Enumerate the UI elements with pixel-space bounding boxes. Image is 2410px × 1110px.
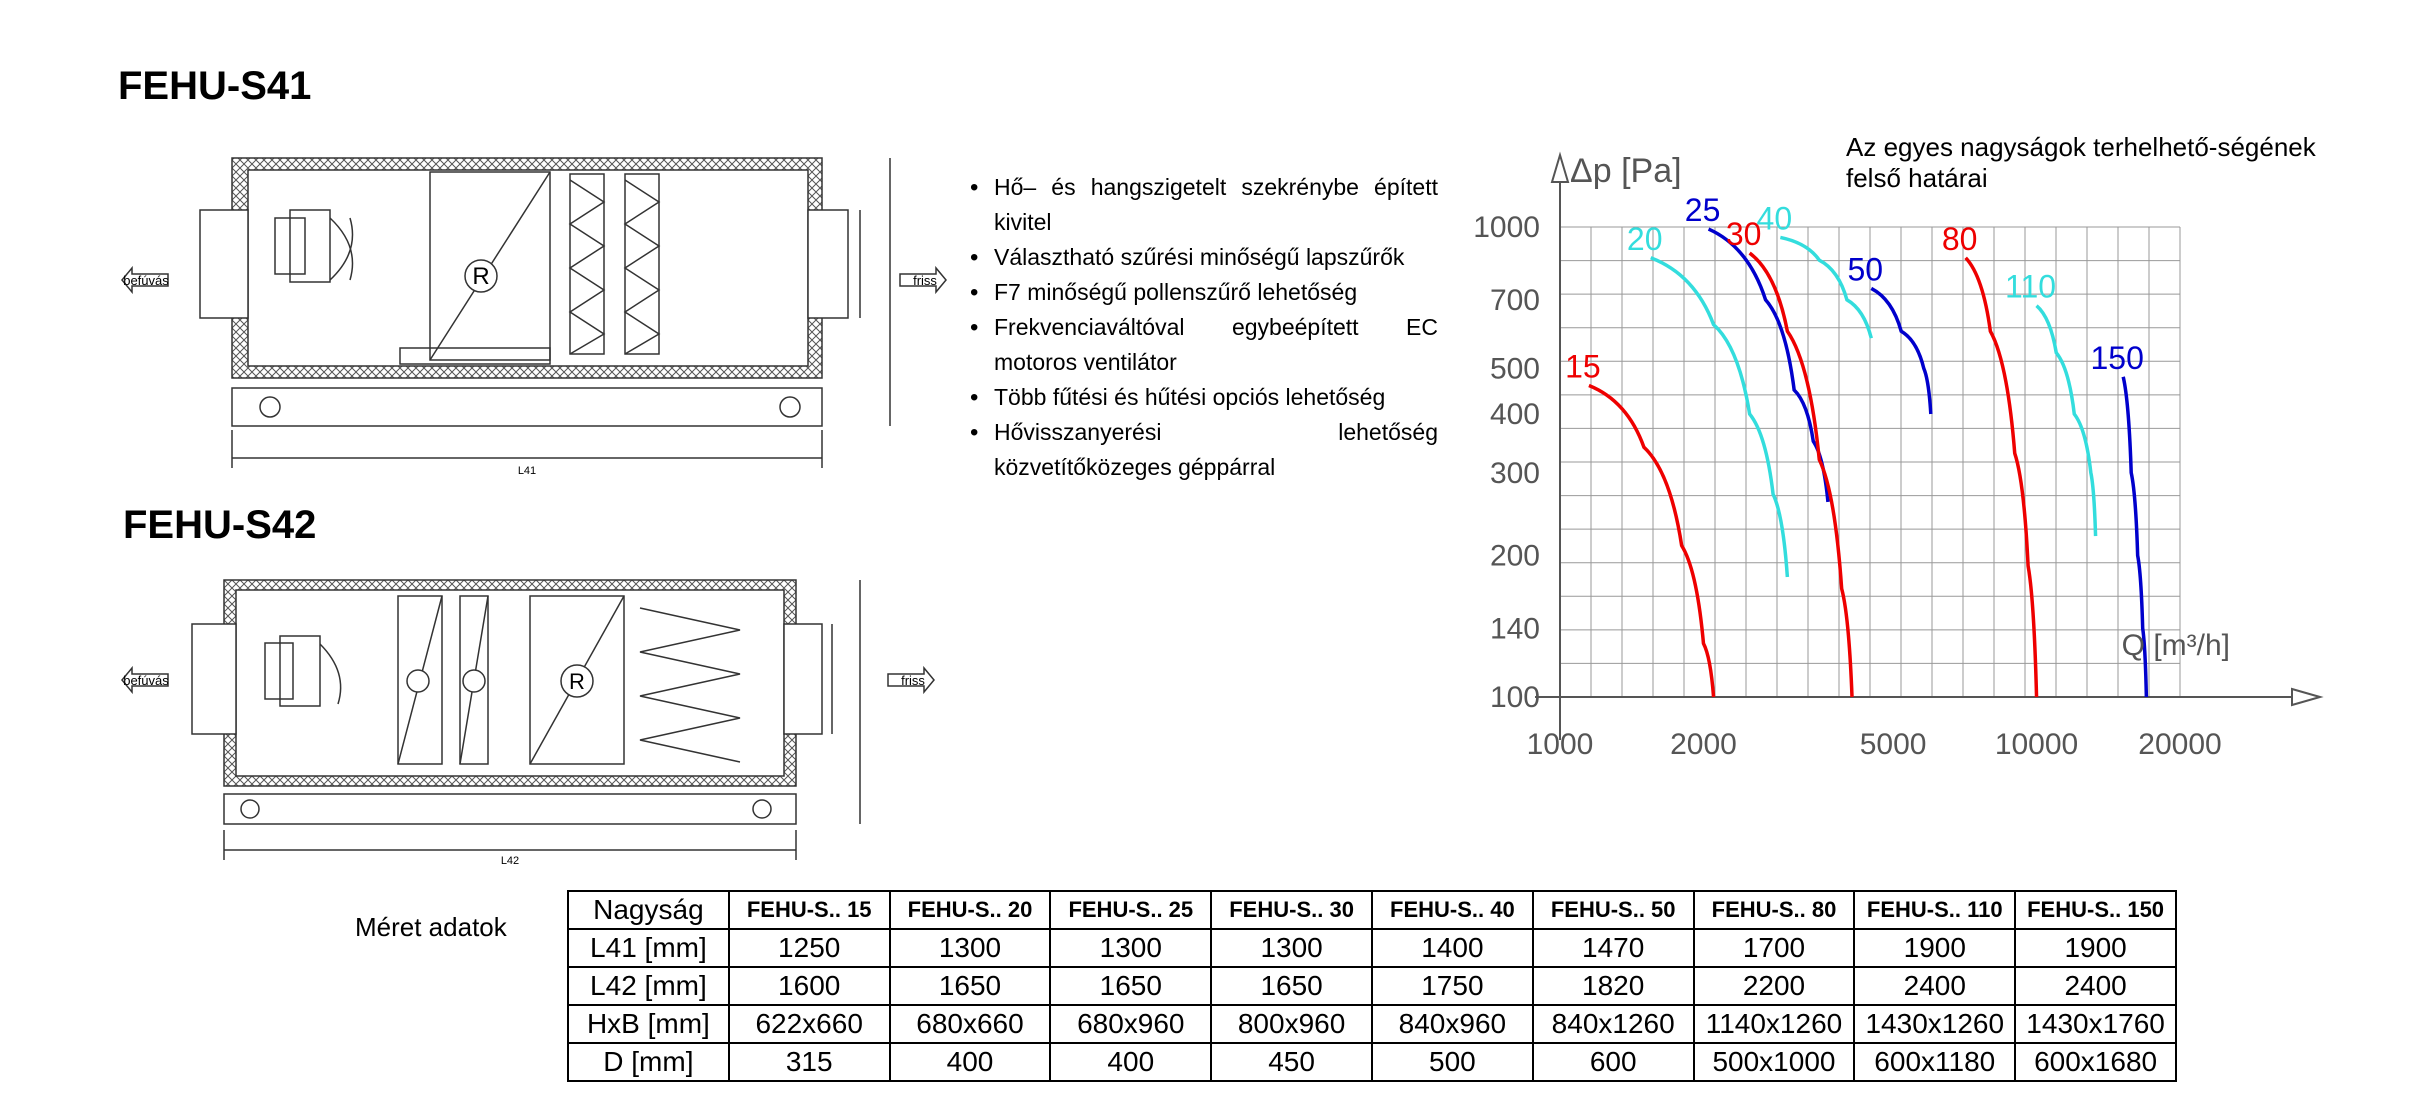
table-cell: 600 (1533, 1043, 1694, 1081)
y-axis-label: Δp [Pa] (1570, 152, 1682, 190)
feature-item: • Frekvenciaváltóval egybeépített EC motoros ventilátor (968, 310, 1438, 380)
series-label-110: 110 (2005, 268, 2057, 305)
table-cell: 500x1000 (1694, 1043, 1855, 1081)
size-header: FEHU-S.. 110 (1854, 891, 2015, 929)
table-cell: 1650 (1211, 967, 1372, 1005)
s41-length-label: L41 (517, 465, 537, 477)
table-cell: 315 (729, 1043, 890, 1081)
size-header: FEHU-S.. 20 (890, 891, 1051, 929)
size-header: FEHU-S.. 40 (1372, 891, 1533, 929)
s41-in-label: friss (913, 273, 937, 288)
feature-item: • Hő– és hangszigetelt szekrénybe épített kivitel (968, 170, 1438, 240)
feature-item: • Hővisszanyerési lehetőség közvetítőközeges géppárral (968, 415, 1438, 485)
chart-ticks (1473, 211, 2221, 761)
table-cell: 600x1180 (1854, 1043, 2015, 1081)
size-header: FEHU-S.. 25 (1050, 891, 1211, 929)
table-cell: 500 (1372, 1043, 1533, 1081)
title-s41: FEHU-S41 (118, 64, 312, 108)
table-cell: 840x1260 (1533, 1005, 1694, 1043)
feature-item: • Választható szűrési minőségű lapszűrők (968, 240, 1438, 275)
y-tick-label: 1000 (1473, 211, 1540, 244)
series-label-20: 20 (1626, 220, 1663, 257)
table-cell: 1700 (1694, 929, 1855, 967)
s41-out-label: befúvás (123, 273, 169, 288)
fehu-s42-drawing (100, 568, 925, 868)
table-cell: 1600 (729, 967, 890, 1005)
y-tick-label: 300 (1489, 456, 1540, 490)
y-tick-label: 400 (1489, 398, 1540, 432)
feature-item: • Több fűtési és hűtési opciós lehetőség (968, 380, 1438, 415)
table-cell: 622x660 (729, 1005, 890, 1043)
chart-grid (1560, 227, 2180, 697)
s42-out-label: befúvás (123, 673, 169, 688)
table-cell: 2200 (1694, 967, 1855, 1005)
table-cell: 1300 (1211, 929, 1372, 967)
feature-item: • F7 minőségű pollenszűrő lehetőség (968, 275, 1438, 310)
table-cell: 840x960 (1372, 1005, 1533, 1043)
y-tick-label: 700 (1489, 283, 1540, 317)
fehu-s41-drawing (100, 140, 937, 480)
series-line-15 (1589, 386, 1714, 697)
table-cell: 450 (1211, 1043, 1372, 1081)
y-tick-label: 140 (1489, 612, 1540, 646)
dims-label: Méret adatok (355, 912, 507, 942)
size-header: FEHU-S.. 30 (1211, 891, 1372, 929)
table-cell: 1900 (1854, 929, 2015, 967)
table-cell: 2400 (1854, 967, 2015, 1005)
series-label-150: 150 (2090, 339, 2144, 376)
chart-curves (1565, 192, 2146, 697)
size-header: FEHU-S.. 15 (729, 891, 890, 929)
table-cell: 1400 (1372, 929, 1533, 967)
series-label-15: 15 (1565, 348, 1601, 385)
row-label: L41 [mm] (568, 929, 729, 967)
table-row (568, 1043, 2176, 1081)
table-row (568, 1005, 2176, 1043)
y-tick-label: 100 (1489, 681, 1540, 714)
table-cell: 1900 (2015, 929, 2176, 967)
table-cell: 1300 (890, 929, 1051, 967)
series-label-40: 40 (1756, 200, 1793, 237)
table-row (568, 967, 2176, 1005)
chart-note: Az egyes nagyságok terhelhető-ségének felső határai (1846, 132, 2316, 193)
table-cell: 800x960 (1211, 1005, 1372, 1043)
series-line-30 (1750, 253, 1852, 697)
series-label-80: 80 (1941, 220, 1978, 257)
series-label-25: 25 (1684, 192, 1721, 229)
table-cell: 1300 (1050, 929, 1211, 967)
series-line-80 (1966, 258, 2037, 697)
table-cell: 1430x1760 (2015, 1005, 2176, 1043)
table-cell: 1140x1260 (1694, 1005, 1855, 1043)
y-tick-label: 500 (1489, 352, 1540, 386)
s42-in-label: friss (901, 673, 925, 688)
table-cell: 680x960 (1050, 1005, 1211, 1043)
size-header: FEHU-S.. 50 (1533, 891, 1694, 929)
table-cell: 1250 (729, 929, 890, 967)
x-tick-label: 5000 (1859, 728, 1927, 761)
x-tick-label: 1000 (1526, 728, 1594, 761)
series-label-30: 30 (1725, 216, 1762, 253)
table-cell: 1470 (1533, 929, 1694, 967)
table-cell: 600x1680 (2015, 1043, 2176, 1081)
row-label: D [mm] (568, 1043, 729, 1081)
table-cell: 400 (890, 1043, 1051, 1081)
performance-chart (1473, 140, 2360, 770)
table-cell: 1650 (1050, 967, 1211, 1005)
table-cell: 400 (1050, 1043, 1211, 1081)
series-label-50: 50 (1847, 251, 1884, 288)
x-tick-label: 20000 (2138, 728, 2222, 761)
y-tick-label: 200 (1489, 539, 1540, 573)
row-label: HxB [mm] (568, 1005, 729, 1043)
table-cell: 1820 (1533, 967, 1694, 1005)
size-header: FEHU-S.. 150 (2015, 891, 2176, 929)
s42-length-label: L42 (500, 855, 520, 867)
y-axis-arrow (1552, 155, 1568, 182)
feature-list (968, 170, 1438, 485)
table-cell: 1650 (890, 967, 1051, 1005)
table-cell: 2400 (2015, 967, 2176, 1005)
table-cell: 1430x1260 (1854, 1005, 2015, 1043)
s42-r-label: R (569, 669, 585, 694)
s41-r-label: R (472, 263, 490, 290)
table-row (568, 929, 2176, 967)
row-label: L42 [mm] (568, 967, 729, 1005)
dimensions-table (567, 890, 2177, 1082)
table-cell: 680x660 (890, 1005, 1051, 1043)
x-tick-label: 10000 (1994, 728, 2079, 761)
x-axis-arrow (2292, 689, 2320, 705)
x-tick-label: 2000 (1670, 728, 1737, 761)
table-cell: 1750 (1372, 967, 1533, 1005)
title-s42: FEHU-S42 (123, 503, 317, 547)
size-header: FEHU-S.. 80 (1694, 891, 1855, 929)
x-axis-label: Q [m³/h] (2121, 629, 2230, 662)
table-corner-header: Nagyság (568, 891, 729, 929)
